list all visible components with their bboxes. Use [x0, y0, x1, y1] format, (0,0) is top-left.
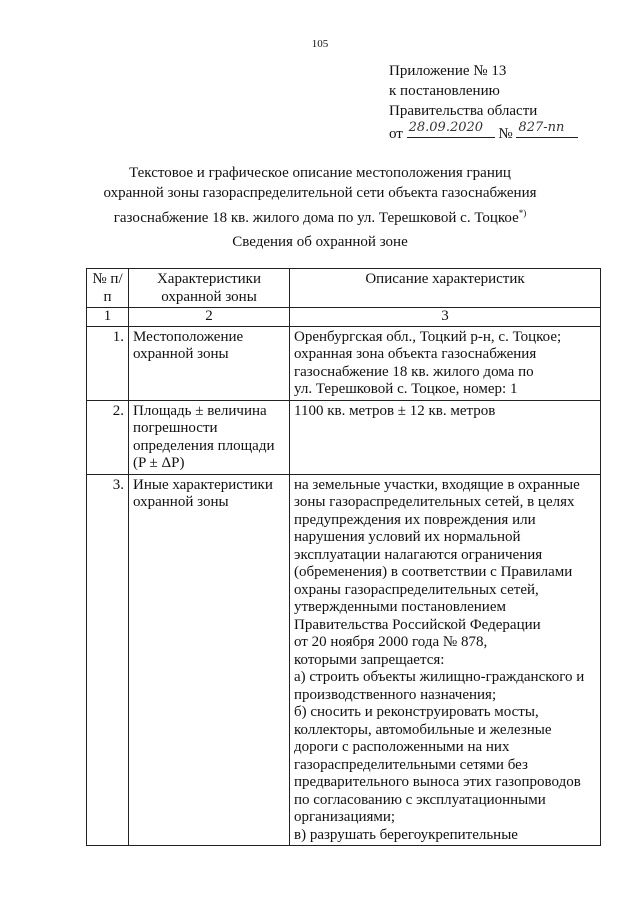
row-number: 2. — [87, 400, 129, 474]
row-characteristic: Площадь ± величина погрешности определения площади (P ± ΔP) — [129, 400, 290, 474]
footnote-mark: *) — [518, 208, 527, 218]
table-row — [87, 400, 601, 474]
page-number: 105 — [311, 38, 329, 50]
desc-line: предупреждения их повреждения или — [294, 511, 536, 528]
desc-line: ул. Терешковой с. Тоцкое, номер: 1 — [294, 381, 518, 397]
header-number: № п/п — [87, 269, 129, 308]
row-number: 3. — [87, 474, 129, 846]
appendix-line-2: к постановлению — [389, 83, 500, 99]
title-line-3 — [0, 203, 640, 228]
handwritten-date: 28.09.2020 — [408, 120, 484, 135]
document-title — [0, 163, 640, 228]
handwritten-number: 827-пп — [518, 120, 565, 135]
desc-line: утвержденными постановлением — [294, 599, 506, 615]
column-numbers-row — [87, 308, 601, 327]
row-description — [290, 326, 601, 400]
desc-line: газораспределительными сетями без — [294, 756, 528, 773]
desc-line: которыми запрещается: — [294, 651, 445, 668]
desc-line: предварительного выноса этих газопроводов — [294, 774, 581, 790]
table-header-row — [87, 269, 601, 308]
header-description: Описание характеристик — [290, 269, 601, 308]
appendix-line-3: Правительства области — [389, 103, 538, 119]
desc-line: охранная зона объекта газоснабжения — [294, 346, 537, 362]
desc-line: (обременения) в соответствии с Правилами — [294, 564, 573, 580]
table-row — [87, 326, 601, 400]
desc-line: производственного назначения; — [294, 686, 497, 703]
appendix-line-1: Приложение № 13 — [389, 63, 507, 79]
title-line-1: Текстовое и графическое описание местоположения границ — [129, 165, 511, 181]
col-number-2: 2 — [129, 308, 290, 327]
row-description — [290, 400, 601, 474]
row-number: 1. — [87, 326, 129, 400]
section-subtitle: Сведения об охранной зоне — [232, 234, 408, 250]
number-field — [516, 121, 578, 138]
header-characteristics: Характеристики охранной зоны — [129, 269, 290, 308]
desc-line: в) разрушать берегоукрепительные — [294, 826, 518, 843]
desc-line: охраны газораспределительных сетей, — [294, 581, 539, 598]
desc-line: Оренбургская обл., Тоцкий р-н, с. Тоцкое; — [294, 328, 562, 345]
title-line-3-text: газоснабжение 18 кв. жилого дома по ул. Терешковой с. Тоцкое — [113, 210, 519, 226]
desc-line: газоснабжение 18 кв. жилого дома по — [294, 363, 534, 380]
title-line-2: охранной зоны газораспределительной сети объекта газоснабжения — [103, 185, 537, 201]
desc-line: нарушения условий их нормальной — [294, 529, 521, 545]
desc-line: эксплуатации налагаются ограничения — [294, 546, 543, 563]
row-characteristic: Иные характеристики охранной зоны — [129, 474, 290, 846]
desc-line: по согласованию с эксплуатационными — [294, 791, 546, 808]
row-description — [290, 474, 601, 846]
desc-line: а) строить объекты жилищно-гражданского и — [294, 669, 585, 685]
desc-line: дороги с расположенными на них — [294, 739, 510, 755]
from-label: от — [389, 126, 403, 142]
appendix-block — [389, 61, 578, 144]
number-label: № — [498, 126, 513, 142]
desc-line: организациями; — [294, 809, 396, 825]
desc-line: Правительства Российской Федерации — [294, 616, 541, 633]
col-number-3: 3 — [290, 308, 601, 327]
appendix-line-4 — [389, 121, 578, 144]
desc-line: 1100 кв. метров ± 12 кв. метров — [294, 402, 496, 419]
date-field — [407, 121, 495, 138]
zone-table — [86, 268, 601, 846]
desc-line: зоны газораспределительных сетей, в целях — [294, 494, 575, 510]
desc-line: б) сносить и реконструировать мосты, — [294, 704, 539, 720]
desc-line: на земельные участки, входящие в охранные — [294, 476, 580, 493]
col-number-1: 1 — [87, 308, 129, 327]
desc-line: коллекторы, автомобильные и железные — [294, 721, 552, 738]
desc-line: от 20 ноября 2000 года № 878, — [294, 634, 488, 650]
table-row — [87, 474, 601, 846]
row-characteristic: Местоположение охранной зоны — [129, 326, 290, 400]
